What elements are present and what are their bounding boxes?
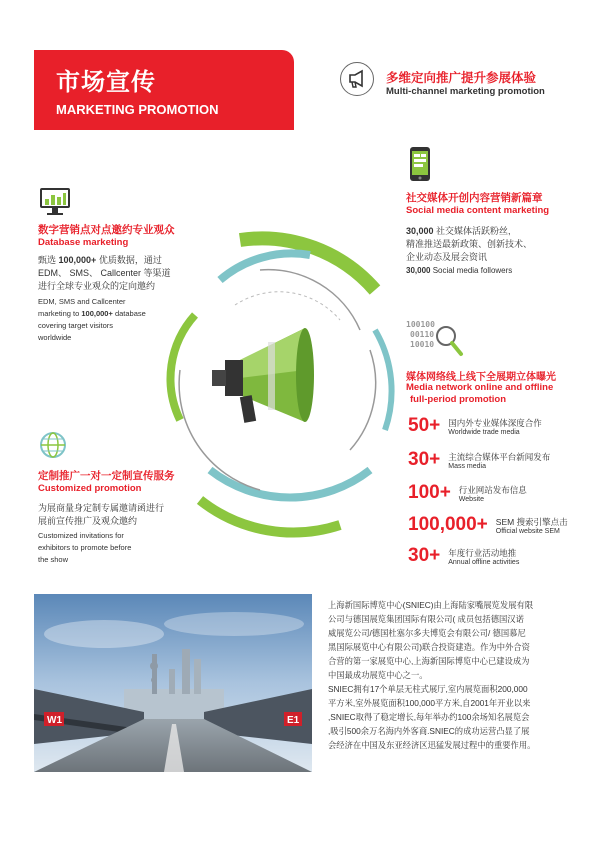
binary-row-1: 100100 <box>406 320 435 329</box>
stat-en: Website <box>458 495 484 503</box>
header-title-en: MARKETING PROMOTION <box>56 102 219 117</box>
megaphone-band <box>268 342 275 410</box>
stat-row <box>408 415 542 437</box>
social-line1-rest: 社交媒体活跃粉丝, <box>433 226 511 236</box>
stat-number: 100+ <box>408 482 451 503</box>
ring-lime-outer <box>240 238 375 290</box>
about-text <box>328 598 573 752</box>
customized-en-line3: the show <box>38 555 69 564</box>
stat-en: Official website SEM <box>495 527 560 535</box>
about-line: 威展览公司/德国杜塞尔多夫博览会有限公司/ 德国慕尼 <box>328 628 526 638</box>
about-paragraph-2 <box>328 682 573 752</box>
ring-grey-top <box>260 270 360 330</box>
social-line1 <box>406 225 586 238</box>
megaphone-icon <box>340 62 374 96</box>
database-en-line2-a: marketing to <box>38 309 82 318</box>
database-cn-line2: EDM、 SMS、 Callcenter 等渠道 <box>38 268 171 278</box>
stat-row <box>408 449 550 471</box>
stat-cn: 国内外专业媒体深度合作 <box>448 417 542 428</box>
multichannel-title-en: Multi-channel marketing promotion <box>386 86 545 97</box>
about-line: SNIEC拥有17个单层无柱式展厅,室内展览面积200,000 <box>328 684 528 694</box>
about-line: 会经济在中国及东亚经济区迅猛发展过程中的重要作用。 <box>328 740 536 750</box>
customized-title-en: Customized promotion <box>38 483 142 494</box>
social-line1-num: 30,000 <box>406 226 434 236</box>
customized-cn-line2: 展前宣传推广及观众邀约 <box>38 516 138 526</box>
stat-cn: SEM 搜索引擎点击 <box>495 516 568 527</box>
binary-row-3: 10010 <box>410 340 435 349</box>
about-line: ,吸引500余万名海内外客商.SNIEC的成功运营凸显了展 <box>328 726 530 736</box>
stat-cn: 行业网站发布信息 <box>458 484 527 495</box>
database-cn-line1 <box>38 254 238 267</box>
stat-description <box>448 417 542 436</box>
ring-teal-right <box>375 330 392 430</box>
media-title-cn: 媒体网络线上线下全展期立体曝光 <box>406 372 556 383</box>
media-title-en-1: Media network online and offline <box>406 382 554 393</box>
stat-description <box>496 516 568 535</box>
social-title-cn: 社交媒体开创内容营销新篇章 <box>406 192 543 204</box>
about-line: ,SNIEC取得了稳定增长,每年举办约100余场知名展览会 <box>328 712 530 722</box>
database-cn-line1-num: 100,000+ <box>58 255 97 265</box>
database-en-line2 <box>38 308 238 320</box>
binary-magnifier-icon <box>406 320 466 362</box>
ring-dashed <box>235 292 340 320</box>
database-cn-line3: 进行全球专业观众的定向邀约 <box>38 281 156 291</box>
sign-e1-text: E1 <box>287 715 300 726</box>
megaphone-tail <box>212 370 226 386</box>
stat-number: 30+ <box>408 449 441 470</box>
about-line: 公司与德国展览集团国际有限公司( 成员包括德国汉诺 <box>328 614 524 624</box>
stat-en: Mass media <box>448 462 486 470</box>
database-en-line1: EDM, SMS and Callcenter <box>38 297 126 306</box>
megaphone-back <box>225 360 243 396</box>
stat-description <box>459 484 527 503</box>
about-line: 合营的第一家展览中心,上海新国际博览中心已建设成为 <box>328 656 530 666</box>
customized-cn-line1: 为展商量身定制专属邀请函进行 <box>38 503 165 513</box>
stat-en: Annual offline activities <box>448 558 520 566</box>
social-line2: 精准推送最新政策、创新技术、 <box>406 239 533 249</box>
stat-number: 100,000+ <box>408 514 488 535</box>
media-title-en-2: full-period promotion <box>410 394 507 405</box>
about-line: 上海新国际博览中心(SNIEC)由上海陆家嘴展览发展有限 <box>328 600 534 610</box>
smartphone-icon <box>406 145 436 185</box>
customized-title-cn: 定制推广一对一定制宣传服务 <box>38 470 175 482</box>
sign-w1-text: W1 <box>47 715 62 726</box>
database-title-cn: 数字营销点对点邀约专业观众 <box>38 224 175 236</box>
about-line: 平方米,室外展览面积100,000平方米,自2001年开业以来 <box>328 698 531 708</box>
binary-row-2: 00110 <box>410 330 435 339</box>
database-cn-line1-a: 甄选 <box>38 255 59 265</box>
database-cn-line1-b: 优质数据，通过 <box>96 255 162 265</box>
exhibition-photo <box>34 594 312 772</box>
megaphone-mouth <box>296 328 314 422</box>
stat-row <box>408 545 519 567</box>
about-paragraph-1 <box>328 598 573 682</box>
header-title-cn: 市场宣传 <box>56 69 156 96</box>
about-line: 黑国际展览中心有限公司)联合投资建造。作为中外合资 <box>328 642 530 652</box>
database-description-en <box>38 296 238 344</box>
stat-cn: 年度行业活动地推 <box>448 547 517 558</box>
about-line: 中国最成功展览中心之一。 <box>328 670 428 680</box>
stat-number: 30+ <box>408 545 441 566</box>
customized-en-line1: Customized invitations for <box>38 531 124 540</box>
database-en-line2-b: database <box>112 309 146 318</box>
social-line3: 企业动态及展会资讯 <box>406 252 488 262</box>
database-en-line4: worldwide <box>38 333 72 342</box>
stat-number: 50+ <box>408 415 441 436</box>
monitor-chart-icon <box>38 186 72 218</box>
database-description-cn <box>38 254 238 293</box>
stat-cn: 主流综合媒体平台新闻发布 <box>448 451 551 462</box>
customized-description-cn <box>38 502 228 528</box>
skyline-illustration <box>34 594 312 772</box>
social-en <box>406 264 586 277</box>
database-en-line3: covering target visitors <box>38 321 114 330</box>
stat-en: Worldwide trade media <box>448 428 520 436</box>
stat-row <box>408 514 568 536</box>
stat-description <box>448 451 550 470</box>
magnifier-icon <box>434 324 464 360</box>
database-title-en: Database marketing <box>38 237 129 248</box>
ring-grey-right <box>350 350 376 450</box>
globe-icon <box>38 430 68 460</box>
customized-description-en <box>38 530 228 566</box>
stat-row <box>408 482 527 504</box>
multichannel-title-cn: 多维定向推广提升参展体验 <box>386 71 537 85</box>
database-en-line2-num: 100,000+ <box>81 309 113 318</box>
social-en-rest: Social media followers <box>430 266 513 275</box>
social-title-en: Social media content marketing <box>406 205 550 216</box>
multichannel-block <box>340 62 580 102</box>
customized-en-line2: exhibitors to promote before <box>38 543 132 552</box>
ring-teal-bottom <box>210 470 370 498</box>
social-en-num: 30,000 <box>406 266 431 275</box>
stat-description <box>448 547 519 566</box>
social-description <box>406 225 586 277</box>
section-header <box>34 50 294 130</box>
